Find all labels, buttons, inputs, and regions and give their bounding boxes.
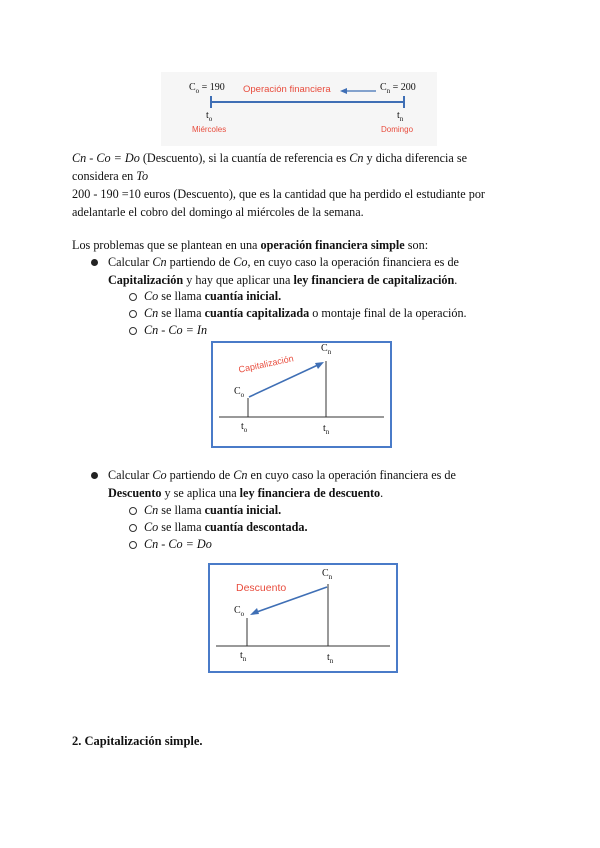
- capitalizacion-t0: $t_o$: [241, 421, 248, 434]
- day-start-label: Miércoles: [192, 125, 227, 134]
- tn-label: $t_n$: [397, 110, 404, 123]
- bullet2-sub1: Cn se llama cuantía inicial.: [144, 503, 282, 517]
- bullet1-sub3: Cn - Co = In: [144, 323, 208, 337]
- bullet-dot: [91, 259, 98, 266]
- sub-bullet-dot: [129, 541, 137, 549]
- paragraph-descuento-line3: 200 - 190 =10 euros (Descuento), que es la cantidad que ha perdido el estudiante por: [72, 187, 485, 201]
- cn-label: $C_n = 200$: [380, 82, 416, 95]
- bullet1-sub2: Cn se llama cuantía capitalizada o montaje final de la operación.: [144, 306, 467, 320]
- descuento-figure: [208, 563, 398, 673]
- bullet1-line1: Calcular Cn partiendo de Co, en cuyo caso la operación financiera es de: [108, 255, 459, 269]
- timeline-figure: [161, 72, 437, 146]
- bullet2-line2: Descuento y se aplica una ley financiera de descuento.: [108, 486, 384, 500]
- sub-bullet-dot: [129, 310, 137, 318]
- descuento-svg: [210, 565, 396, 671]
- capitalizacion-arrow-head: [315, 362, 324, 369]
- t0-label: $t_o$: [206, 110, 213, 123]
- descuento-cn: $C_n$: [322, 568, 333, 581]
- sub-bullet-dot: [129, 524, 137, 532]
- paragraph-problemas: Los problemas que se plantean en una operación financiera simple son:: [72, 238, 429, 252]
- capitalizacion-c0: $C_o$: [234, 386, 245, 399]
- bullet1-sub1: Co se llama cuantía inicial.: [144, 289, 282, 303]
- paragraph-descuento-line1: Cn - Co = Do (Descuento), si la cuantía de referencia es Cn y dicha diferencia se: [72, 151, 468, 165]
- descuento-c0: $C_o$: [234, 605, 245, 618]
- capitalizacion-cn: $C_n$: [321, 343, 332, 356]
- bullet1-line2: Capitalización y hay que aplicar una ley financiera de capitalización.: [108, 273, 458, 287]
- day-end-label: Domingo: [381, 125, 414, 134]
- capitalizacion-tn: $t_n$: [323, 423, 330, 436]
- descuento-t0: $t_n$: [240, 650, 247, 663]
- paragraph-descuento-line4: adelantarle el cobro del domingo al miércoles de la semana.: [72, 205, 364, 219]
- c0-label: $C_o = 190$: [189, 82, 225, 95]
- descuento-tn: $t_n$: [327, 652, 334, 665]
- descuento-label: Descuento: [236, 582, 287, 594]
- sub-bullet-dot: [129, 327, 137, 335]
- paragraph-descuento-line2: considera en To: [72, 169, 149, 183]
- capitalizacion-figure: [211, 341, 392, 448]
- sub-bullet-dot: [129, 293, 137, 301]
- bullet2-sub3: Cn - Co = Do: [144, 537, 212, 551]
- bullet2-sub2: Co se llama cuantía descontada.: [144, 520, 308, 534]
- descuento-arrow-head: [250, 608, 259, 615]
- bullet-dot: [91, 472, 98, 479]
- sub-bullet-dot: [129, 507, 137, 515]
- timeline-arrow-head: [340, 88, 347, 94]
- bullet2-line1: Calcular Co partiendo de Cn en cuyo caso la operación financiera es de: [108, 468, 456, 482]
- capitalizacion-label: Capitalización: [237, 353, 295, 375]
- operation-label: Operación financiera: [243, 84, 331, 95]
- section-title: 2. Capitalización simple.: [72, 734, 203, 748]
